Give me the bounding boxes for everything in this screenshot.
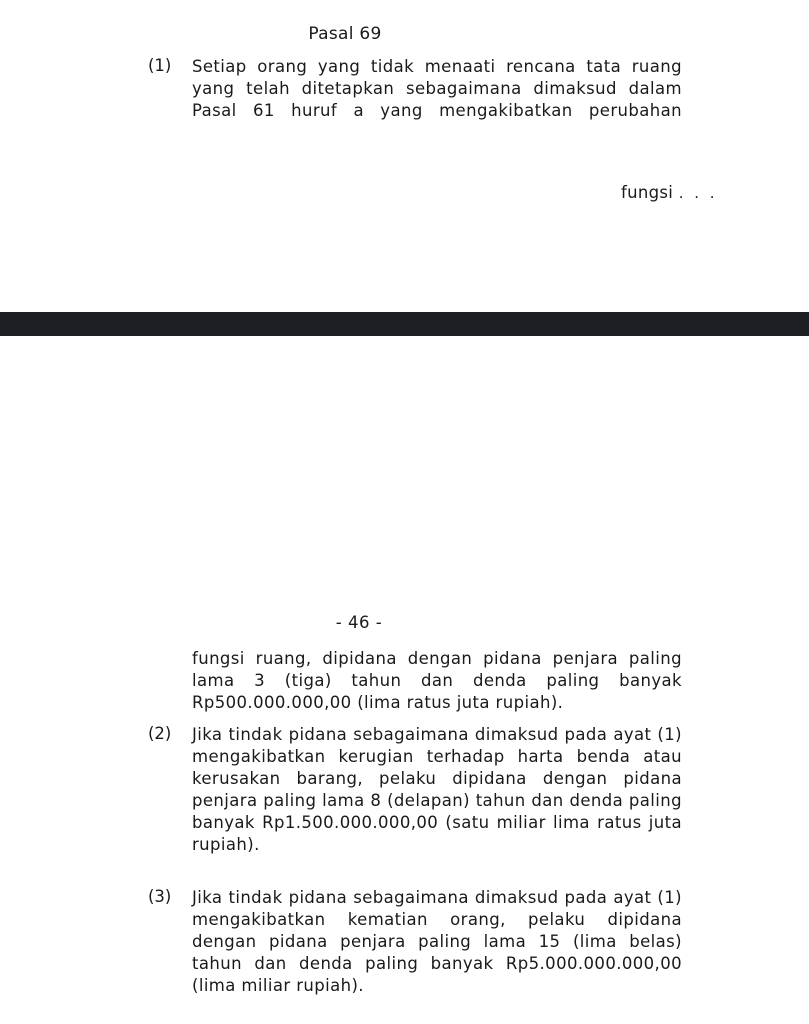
continuation-word: fungsi xyxy=(621,183,674,202)
ayat-3-number: (3) xyxy=(148,887,172,906)
continuation-dots: . . . xyxy=(678,184,718,202)
page-continuation xyxy=(621,183,718,202)
page-separator xyxy=(0,312,809,336)
top-page xyxy=(0,0,809,312)
ayat-1 xyxy=(148,56,682,122)
ayat-3-text: Jika tindak pidana sebagaimana dimaksud pada ayat (1) mengakibatkan kematian orang, pelaku dipidana dengan pidana penjara paling lama 15 (lima belas) tahun dan denda paling banyak Rp5.000.000.000,00 (lima miliar rupiah). xyxy=(192,888,682,995)
ayat-2-number: (2) xyxy=(148,724,172,743)
ayat-1-continued: fungsi ruang, dipidana dengan pidana penjara paling lama 3 (tiga) tahun dan denda paling banyak Rp500.000.000,00 (lima ratus juta rupiah). xyxy=(192,649,682,712)
ayat-2-text: Jika tindak pidana sebagaimana dimaksud pada ayat (1) mengakibatkan kerugian terhadap harta benda atau kerusakan barang, pelaku dipidana dengan pidana penjara paling lama 8 (delapan) tahun dan denda paling banyak Rp1.500.000.000,00 (satu miliar lima ratus juta rupiah). xyxy=(192,725,682,854)
ayat-2 xyxy=(148,724,682,856)
pasal-title: Pasal 69 xyxy=(308,24,382,44)
ayat-3 xyxy=(148,887,682,997)
ayat-1-text: Setiap orang yang tidak menaati rencana tata ruang yang telah ditetapkan sebagaimana dimaksud dalam Pasal 61 huruf a yang mengakibatkan perubahan xyxy=(192,57,682,120)
page-number: - 46 - xyxy=(335,613,383,632)
ayat-1-number: (1) xyxy=(148,56,172,75)
